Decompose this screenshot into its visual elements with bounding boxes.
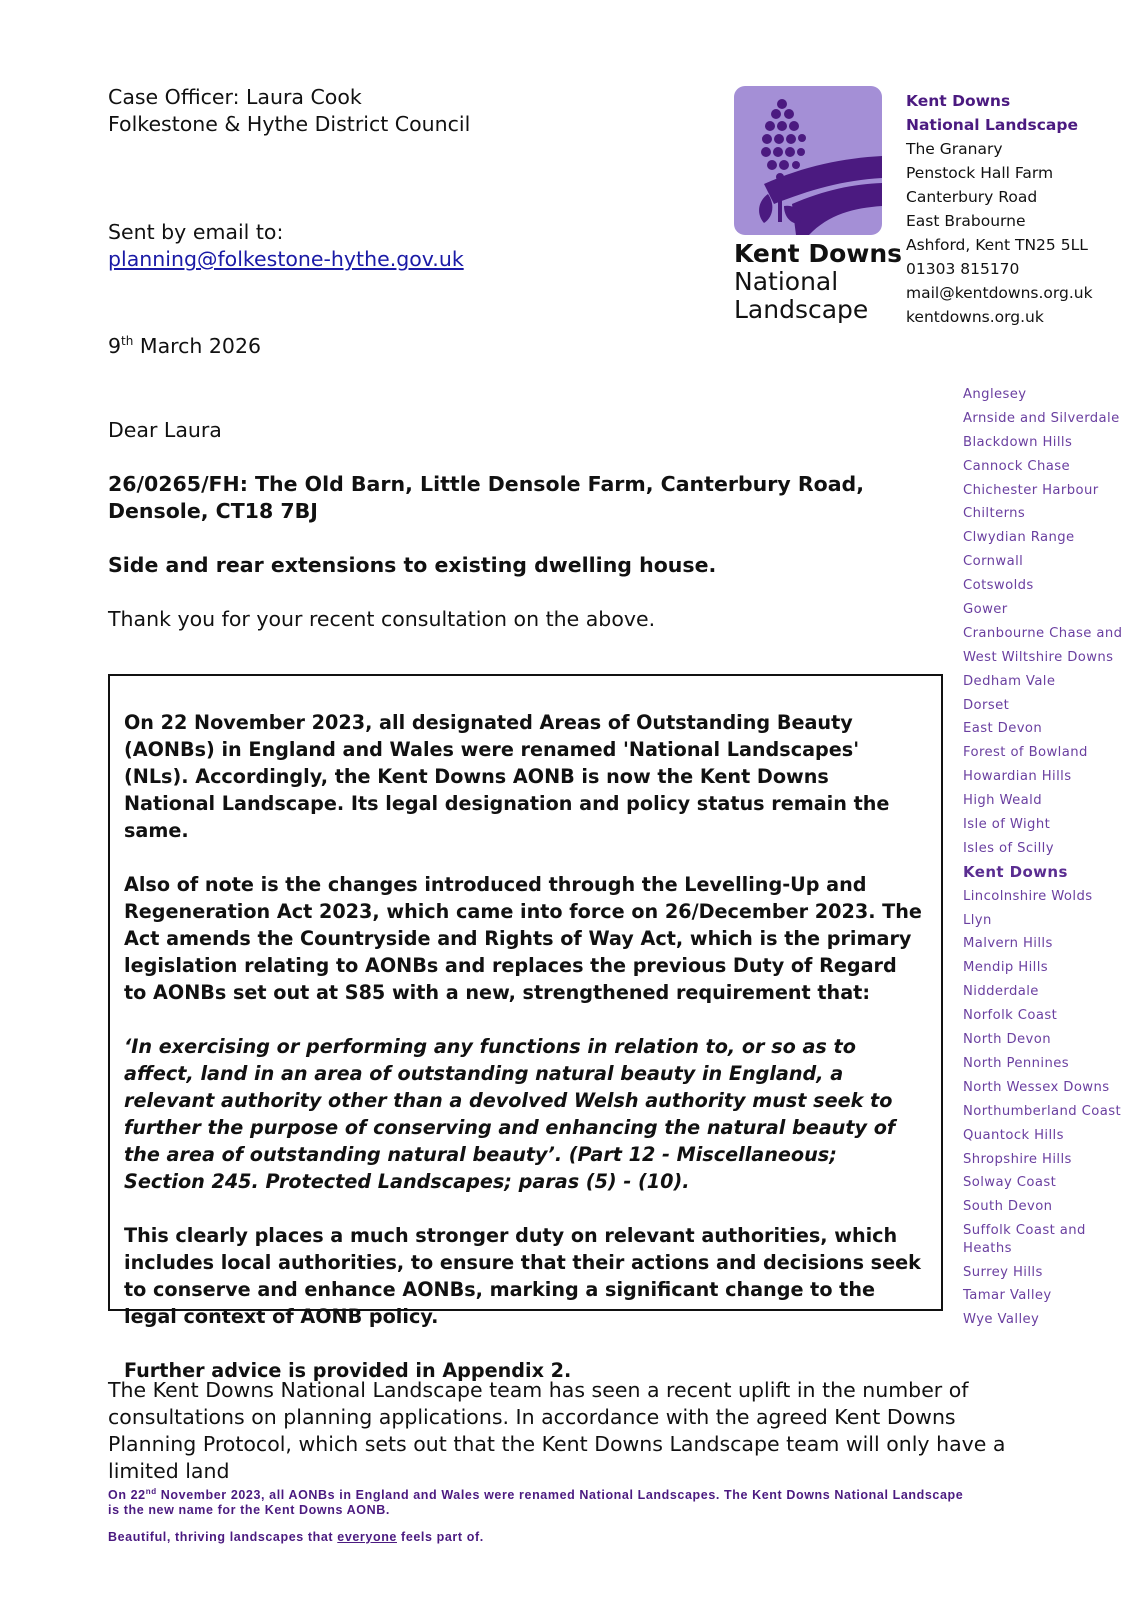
landscape-list-item: Quantock Hills <box>963 1127 1064 1143</box>
landscape-list-item: High Weald <box>963 793 1042 809</box>
landscape-list-item: Northumberland Coast <box>963 1103 1122 1119</box>
address-line: The Granary <box>906 140 1003 158</box>
national-landscapes-list <box>963 386 1128 1335</box>
application-reference: 26/0265/FH: The Old Barn, Little Densole Farm, Canterbury Road, Densole, CT18 7BJ <box>108 472 865 523</box>
notice-box <box>108 674 943 1382</box>
landscape-list-item: Tamar Valley <box>963 1288 1052 1304</box>
footer-rename-note: On 22nd November 2023, all AONBs in England and Wales were renamed National Landscapes. The Kent Downs National Landscape is the new name for the Kent Downs AONB. <box>108 1487 964 1518</box>
brand-line-1: Kent Downs <box>734 239 903 268</box>
landscape-list-item: East Devon <box>963 721 1043 737</box>
notice-paragraph-4: This clearly places a much stronger duty on relevant authorities, which includes local authorities, to ensure that their actions and decisions seek to conserve and enhance AONBs, marking a significant change to the legal context of AONB policy. <box>124 1224 921 1328</box>
recipient-email-link[interactable]: planning@folkestone-hythe.gov.uk <box>108 247 464 271</box>
address-line: Ashford, Kent TN25 5LL <box>906 236 1088 254</box>
council-name: Folkestone & Hythe District Council <box>108 112 471 136</box>
landscape-list-item: Dorset <box>963 697 1010 713</box>
landscape-list-item: Solway Coast <box>963 1175 1057 1191</box>
landscape-list-item: Cannock Chase <box>963 458 1070 474</box>
landscape-list-item: North Devon <box>963 1032 1051 1048</box>
landscape-list-item: Dedham Vale <box>963 673 1056 689</box>
address-line: Canterbury Road <box>906 188 1038 206</box>
letter-date: 9th March 2026 <box>108 333 262 358</box>
org-name-2: National Landscape <box>906 116 1078 134</box>
brand-line-2: National <box>734 267 839 296</box>
case-officer: Case Officer: Laura Cook <box>108 85 362 109</box>
notice-paragraph-1: On 22 November 2023, all designated Areas of Outstanding Beauty (AONBs) in England and Wales were renamed 'National Landscapes' (NLs). Accordingly, the Kent Downs AONB is now the Kent Downs National Landscape. Its legal designation and policy status remain the same. <box>124 711 890 842</box>
website[interactable]: kentdowns.org.uk <box>906 308 1044 326</box>
notice-paragraph-2: Also of note is the changes introduced through the Levelling-Up and Regeneration Act 2023, which came into force on 26/December 2023. The Act amends the Countryside and Rights of Way Act, which is the primary legislation relating to AONBs and replaces the previous Duty of Regard to AONBs set out at S85 with a new, strengthened requirement that: <box>124 873 922 1004</box>
landscape-list-item: Gower <box>963 602 1008 618</box>
landscape-list-item: Clwydian Range <box>963 530 1075 546</box>
landscape-list-item: Nidderdale <box>963 984 1039 1000</box>
landscape-list-item: Cranbourne Chase and <box>963 625 1123 641</box>
sender-address <box>906 89 1093 329</box>
landscape-list-item: Cornwall <box>963 554 1024 570</box>
logo-emblem-icon <box>734 86 882 235</box>
notice-paragraph-5: Further advice is provided in Appendix 2. <box>124 1359 572 1382</box>
brand-line-3: Landscape <box>734 295 869 324</box>
landscape-list-item: Lincolnshire Wolds <box>963 888 1093 904</box>
landscape-list-item: Chilterns <box>963 506 1026 522</box>
landscape-list-item: West Wiltshire Downs <box>963 649 1114 665</box>
landscape-list-item: Norfolk Coast <box>963 1008 1058 1024</box>
salutation: Dear Laura <box>108 418 222 442</box>
landscape-list-item: Arnside and Silverdale <box>963 410 1120 426</box>
closing-paragraph: The Kent Downs National Landscape team has seen a recent uplift in the number of consultations on planning applications. In accordance with the agreed Kent Downs Planning Protocol, which sets out that the Kent Downs Landscape team will only have a limited land <box>108 1378 1006 1483</box>
address-line: East Brabourne <box>906 212 1026 230</box>
phone-number: 01303 815170 <box>906 260 1020 278</box>
landscape-list-item: Suffolk Coast and Heaths <box>963 1223 1086 1256</box>
landscape-list-item: Forest of Bowland <box>963 745 1088 761</box>
brand-wordmark <box>734 240 902 324</box>
landscape-list-item: Mendip Hills <box>963 960 1049 976</box>
proposal-description: Side and rear extensions to existing dwelling house. <box>108 553 717 577</box>
landscape-list-item: Howardian Hills <box>963 769 1072 785</box>
landscape-list-item: Cotswolds <box>963 578 1034 594</box>
legislation-quote: ‘In exercising or performing any functions in relation to, or so as to affect, land in an area of outstanding natural beauty in England, a relevant authority other than a devolved Welsh authority must seek to further the purpose of conserving and enhancing the natural beauty of the area of outstanding natural beauty’. (Part 12 - Miscellaneous; Section 245. Protected Landscapes; paras (5) - (10). <box>124 1035 896 1193</box>
landscape-list-item: Blackdown Hills <box>963 434 1073 450</box>
address-line: Penstock Hall Farm <box>906 164 1054 182</box>
landscape-list-item: Isles of Scilly <box>963 840 1054 856</box>
footer-tagline: Beautiful, thriving landscapes that everyone feels part of. <box>108 1530 484 1544</box>
landscape-list-item: Shropshire Hills <box>963 1151 1072 1167</box>
landscape-list-item: Isle of Wight <box>963 817 1051 833</box>
landscape-list-item: Wye Valley <box>963 1312 1040 1328</box>
kent-downs-logo <box>734 86 882 235</box>
landscape-list-item: North Pennines <box>963 1055 1069 1071</box>
org-name-1: Kent Downs <box>906 92 1011 110</box>
landscape-list-item: North Wessex Downs <box>963 1079 1110 1095</box>
landscape-list-item: Llyn <box>963 912 992 928</box>
sent-by-label: Sent by email to: <box>108 220 284 244</box>
landscape-list-item: Surrey Hills <box>963 1264 1043 1280</box>
landscape-list-item: Kent Downs <box>963 862 1068 881</box>
landscape-list-item: Chichester Harbour <box>963 482 1099 498</box>
landscape-list-item: Malvern Hills <box>963 936 1053 952</box>
landscape-list-item: South Devon <box>963 1199 1053 1215</box>
thanks-line: Thank you for your recent consultation on the above. <box>108 607 656 631</box>
landscape-list-item: Anglesey <box>963 387 1027 402</box>
email-address[interactable]: mail@kentdowns.org.uk <box>906 284 1093 302</box>
